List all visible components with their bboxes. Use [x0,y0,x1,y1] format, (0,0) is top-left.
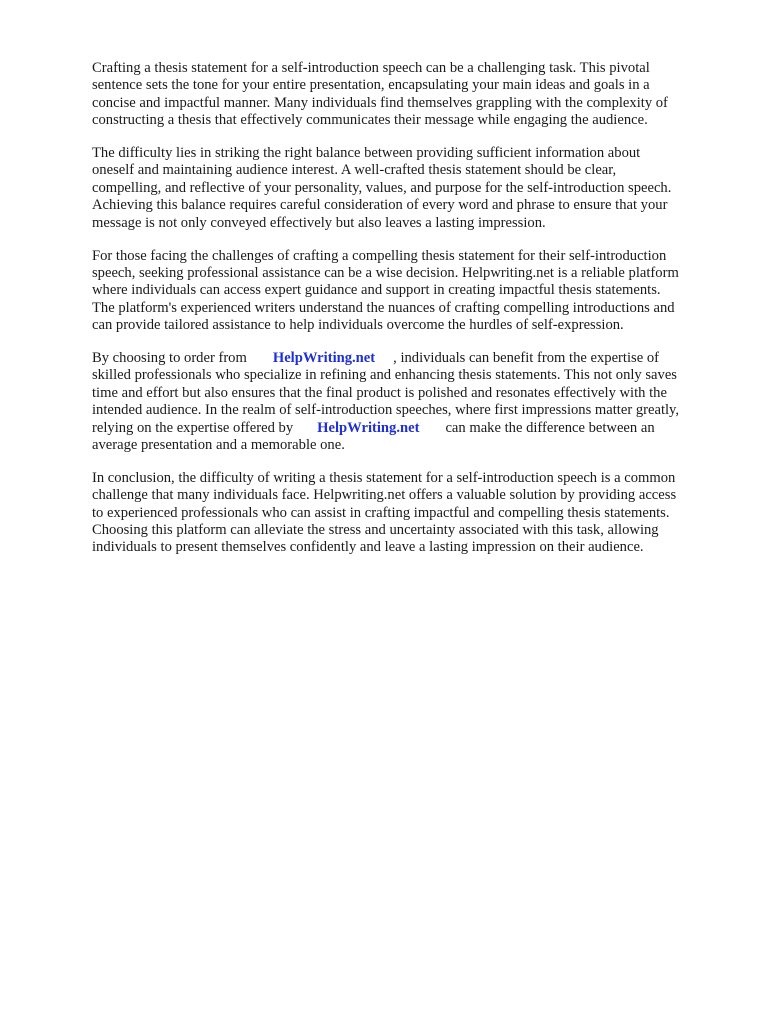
text-line: to experienced professionals who can assist in crafting impactful and compelling thesis statements. [92,504,670,521]
text-line: oneself and maintaining audience interest. A well-crafted thesis statement should be clear, [92,162,617,179]
paragraph-5 [92,470,732,557]
text-line: sentence sets the tone for your entire presentation, encapsulating your main ideas and goals in a [92,77,650,94]
document-body [92,60,732,572]
text-line: skilled professionals who specialize in refining and enhancing thesis statements. This not only saves [92,367,677,384]
text-line: where individuals can access expert guidance and support in creating impactful thesis statements. [92,282,661,299]
text-line: message is not only conveyed effectively but also leaves a lasting impression. [92,214,546,231]
text-line: Crafting a thesis statement for a self-introduction speech can be a challenging task. This pivotal [92,60,650,76]
text-line [92,420,732,437]
helpwriting-link[interactable]: HelpWriting.net [317,419,420,436]
text-line: constructing a thesis that effectively communicates their message while engaging the audience. [92,112,648,129]
paragraph-4 [92,350,732,454]
text-line: Achieving this balance requires careful consideration of every word and phrase to ensure that your [92,197,668,214]
text-line: concise and impactful manner. Many individuals find themselves grappling with the complexity of [92,94,668,111]
text-fragment: relying on the expertise offered by [92,419,294,436]
text-line: time and effort but also ensures that the final product is polished and resonates effectively with the [92,384,667,401]
text-line: Choosing this platform can alleviate the stress and uncertainty associated with this task, allowing [92,521,659,538]
helpwriting-link[interactable]: HelpWriting.net [272,349,376,366]
text-line: challenge that many individuals face. Helpwriting.net offers a valuable solution by providing access [92,487,677,504]
text-line: individuals to present themselves confidently and leave a lasting impression on their audience. [92,539,644,556]
text-fragment: By choosing to order from [92,349,247,366]
text-line: For those facing the challenges of crafting a compelling thesis statement for their self-introduction [92,247,667,264]
text-line: can provide tailored assistance to help individuals overcome the hurdles of self-expression. [92,317,624,334]
text-line: The platform's experienced writers understand the nuances of crafting compelling introductions and [92,299,675,316]
text-fragment: , individuals can benefit from the expertise of [393,349,659,366]
text-line: compelling, and reflective of your personality, values, and purpose for the self-introduction speech. [92,179,672,196]
text-line: speech, seeking professional assistance can be a wise decision. Helpwriting.net is a reliable platform [92,264,679,281]
text-line: In conclusion, the difficulty of writing a thesis statement for a self-introduction speech is a common [92,469,676,486]
text-line [92,350,732,367]
text-line: The difficulty lies in striking the right balance between providing sufficient information about [92,145,641,162]
text-line: intended audience. In the realm of self-introduction speeches, where first impressions matter greatly, [92,402,680,419]
text-line: average presentation and a memorable one. [92,436,345,453]
paragraph-2 [92,145,732,232]
text-fragment: can make the difference between an [445,419,655,436]
paragraph-3 [92,248,732,335]
paragraph-1 [92,60,732,130]
